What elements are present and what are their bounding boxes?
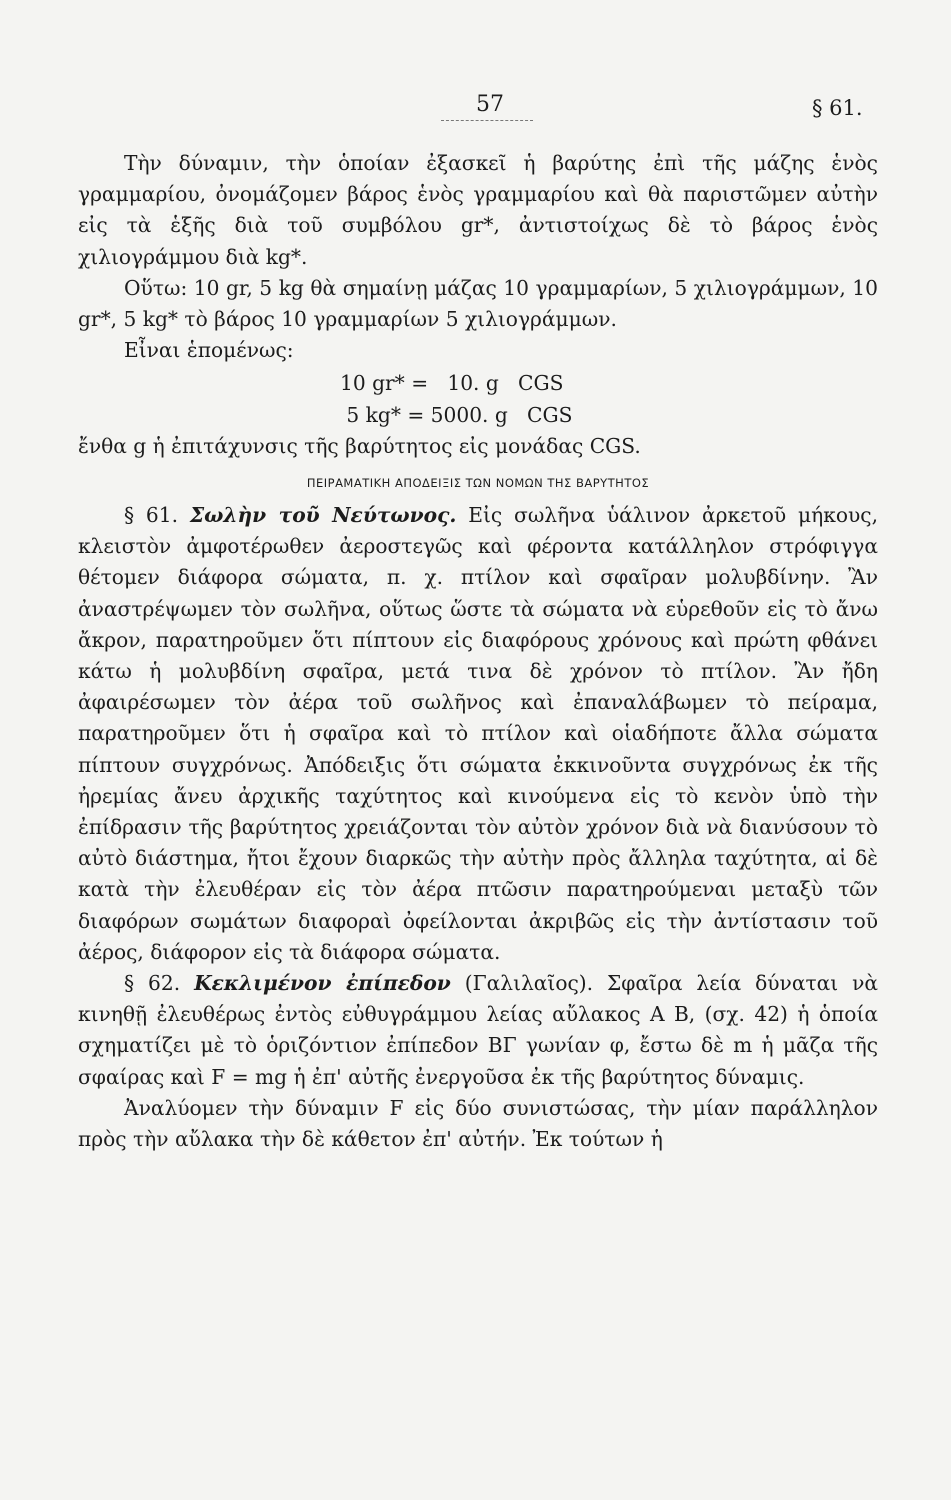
section-62-number: § 62. [124,971,181,996]
body-text [78,148,878,1155]
formula-gram-weight: 10 gr* = 10. g CGS [340,371,564,396]
section-61-title: Σωλὴν τοῦ Νεύτωνος. [189,503,457,527]
paragraph-weight-definition: Τὴν δύναμιν, τὴν ὁποίαν ἐξασκεῖ ἡ βαρύτης ἐπὶ τῆς μάζης ἑνὸς γραμμαρίου, ὀνομάζομεν βάρος ἑνὸς γραμμαρίου καὶ θὰ παριστῶμεν αὐτὴν εἰς τὰ ἑξῆς διὰ τοῦ συμβόλου gr*, ἀντιστοίχως δὲ τὸ βάρος ἑνὸς χιλιογράμμου διὰ kg*. [78,151,878,269]
paragraph-where-g: ἔνθα g ἡ ἐπιτάχυνσις τῆς βαρύτητος εἰς μονάδας CGS. [78,433,641,458]
paragraph-example: Οὕτω: 10 gr, 5 kg θὰ σημαίνῃ μάζας 10 γραμμαρίων, 5 χιλιογράμμων, 10 gr*, 5 kg* τὸ βάρος 10 γραμμαρίων 5 χιλιογράμμων. [78,275,878,332]
paragraph-therefore: Εἶναι ἑπομένως: [124,338,294,363]
running-section-ref: § 61. [812,96,863,120]
formula-block [78,368,878,430]
section-62-text: (Γαλιλαῖος). Σφαῖρα λεία δύναται νὰ κινηθῇ ἐλευθέρως ἐντὸς εὐθυγράμμου λείας αὔλακος Α Β, (σχ. 42) ἡ ὁποία σχηματίζει μὲ τὸ ὁριζόντιον ἐπίπεδον ΒΓ γωνίαν φ, ἔστω δὲ m ἡ μᾶζα τῆς σφαίρας καὶ F = mg ἡ ἐπ' αὐτῆς ἐνεργοῦσα ἐκ τῆς βαρύτητος δύναμις. [78,971,879,1089]
page-number-rule [441,120,533,121]
section-62 [78,968,878,1093]
section-61-number: § 61. [124,503,179,527]
section-subheading: ΠΕΙΡΑΜΑΤΙΚΗ ΑΠΟΔΕΙΞΙΣ ΤΩΝ ΝΟΜΩΝ ΤΗΣ ΒΑΡΥΤΗΤΟΣ [306,476,650,490]
paragraph-decomposition: Ἀναλύομεν τὴν δύναμιν F εἰς δύο συνιστώσας, τὴν μίαν παράλληλον πρὸς τὴν αὔλακα τὴν δὲ κάθετον ἐπ' αὐτήν. Ἐκ τούτων ἡ [78,1095,878,1152]
section-61-text: Εἰς σωλῆνα ὑάλινον ἀρκετοῦ μήκους, κλειστὸν ἀμφοτέρωθεν ἀεροστεγῶς καὶ φέροντα κατάλληλον στρόφιγγα θέτομεν διάφορα σώματα, π. χ. πτίλον καὶ σφαῖραν μολυβδίνην. Ἂν ἀναστρέψωμεν τὸν σωλῆνα, οὕτως ὥστε τὰ σώματα νὰ εὑρεθοῦν εἰς τὸ ἄνω ἄκρον, παρατηροῦμεν ὅτι πίπτουν εἰς διαφόρους χρόνους καὶ πρώτη φθάνει κάτω ἡ μολυβδίνη σφαῖρα, μετά τινα δὲ χρόνον τὸ πτίλον. Ἂν ἤδη ἀφαιρέσωμεν τὸν ἀέρα τοῦ σωλῆνος καὶ ἐπαναλάβωμεν τὸ πείραμα, παρατηροῦμεν ὅτι ἡ σφαῖρα καὶ τὸ πτίλον καὶ οἱαδήποτε ἄλλα σώματα πίπτουν συγχρόνως. Ἀπόδειξις ὅτι σώματα ἐκκινοῦντα συγχρόνως ἐκ τῆς ἠρεμίας ἄνευ ἀρχικῆς ταχύτητος καὶ κινούμενα εἰς τὸ κενὸν ὑπὸ τὴν ἐπίδρασιν τῆς βαρύτητος χρειάζονται τὸν αὐτὸν χρόνον διὰ νὰ διανύσουν τὸ αὐτὸ διάστημα, ἤτοι ἔχουν διαρκῶς τὴν αὐτὴν πρὸς ἄλληλα ταχύτητα, αἱ δὲ κατὰ τὴν ἐλευθέραν εἰς τὸν ἀέρα πτῶσιν παρατηρούμεναι μεταξὺ τῶν διαφόρων σωμάτων διαφοραὶ ὀφείλονται ἀκριβῶς εἰς τὴν ἀντίστασιν τοῦ ἀέρος, διάφορον εἰς τὰ διάφορα σώματα. [78,503,878,964]
section-61 [78,500,878,968]
section-62-title: Κεκλιμένον ἐπίπεδον [194,971,451,996]
page-number: 57 [476,92,504,117]
formula-kilogram-weight: 5 kg* = 5000. g CGS [340,402,573,427]
